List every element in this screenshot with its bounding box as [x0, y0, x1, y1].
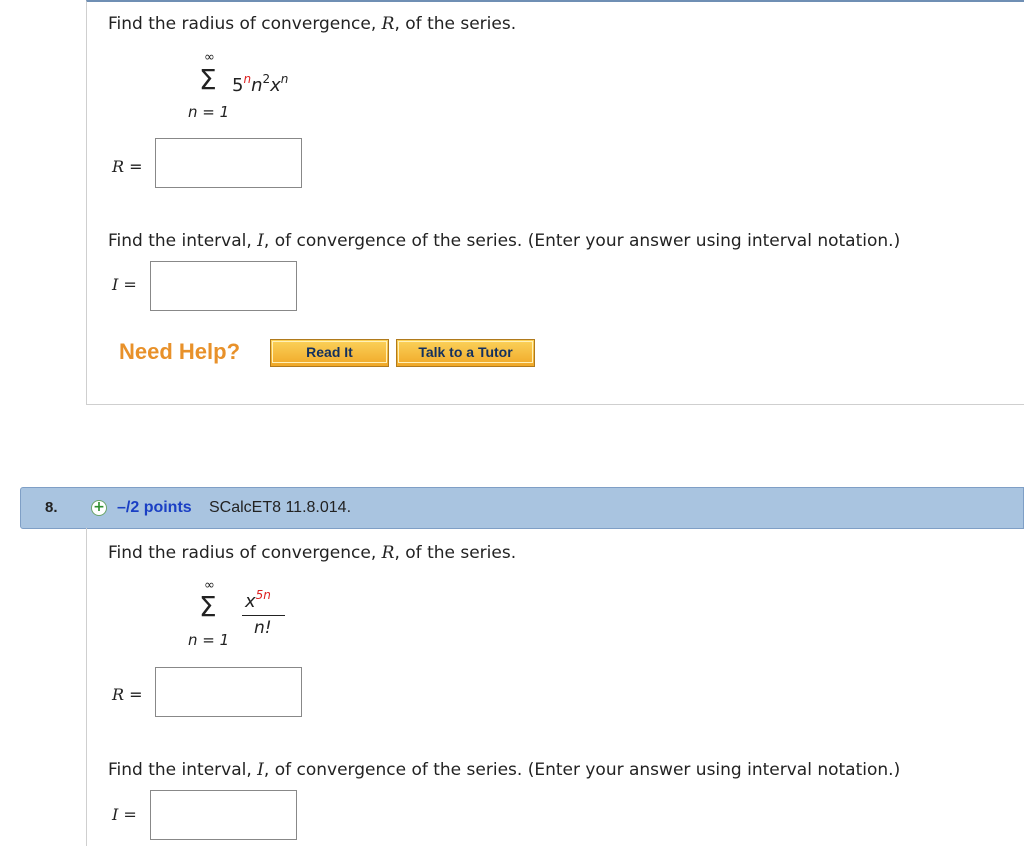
q7-term-exp3: n	[280, 72, 289, 86]
q8-interval-prompt	[108, 760, 900, 780]
expand-plus-icon[interactable]: +	[91, 500, 107, 516]
q7-series-term	[232, 72, 288, 96]
q8-interval-prompt-text: Find the interval, I, of convergence of the series. (Enter your answer using interval notation.)	[108, 760, 901, 780]
read-it-button[interactable]	[270, 339, 389, 367]
q8-interval-input[interactable]	[150, 790, 297, 840]
q8-r-label	[112, 685, 143, 704]
q7-interval-prompt-text: Find the interval, I, of convergence of the series. (Enter your answer using interval notation.)	[108, 231, 901, 251]
q7-series	[185, 48, 345, 128]
q7-radius-prompt-text: Find the radius of convergence, R, of the series.	[108, 14, 517, 34]
question-8-header	[20, 487, 1024, 529]
q7-radius-prompt	[108, 14, 516, 34]
talk-to-tutor-button[interactable]	[396, 339, 535, 367]
need-help-label: Need Help?	[119, 339, 241, 364]
q7-r-label-text: R =	[112, 157, 143, 176]
question-reference: SCalcET8 11.8.014.	[209, 499, 352, 516]
q8-denominator: n!	[254, 618, 272, 638]
read-it-label: Read It	[272, 341, 387, 363]
q7-i-label	[112, 275, 137, 294]
talk-to-tutor-label: Talk to a Tutor	[398, 341, 533, 363]
q8-i-label-text: I =	[112, 805, 137, 824]
q8-r-label-text: R =	[112, 685, 143, 704]
q7-i-label-text: I =	[112, 275, 137, 294]
q7-term-var3: x	[270, 75, 281, 96]
q7-r-label	[112, 157, 143, 176]
question-number: 8.	[45, 499, 58, 516]
q7-sum-lower: n = 1	[188, 103, 230, 121]
q7-interval-input[interactable]	[150, 261, 297, 311]
q8-sum-lower: n = 1	[188, 631, 230, 649]
q8-num-exp: 5n	[255, 588, 271, 602]
q7-term-exp1: n	[243, 72, 252, 86]
q7-term-base: 5	[232, 75, 244, 96]
q7-radius-input[interactable]	[155, 138, 302, 188]
q7-term-var2: n	[251, 75, 263, 96]
q8-numerator	[245, 588, 271, 612]
q8-sum-symbol: Σ	[199, 590, 217, 623]
q8-num-var: x	[245, 591, 256, 612]
q8-radius-prompt-text: Find the radius of convergence, R, of the series.	[108, 543, 517, 563]
q7-sum-upper: ∞	[204, 50, 215, 65]
q8-radius-prompt	[108, 543, 516, 563]
q7-sum-symbol: Σ	[199, 63, 217, 96]
q8-i-label	[112, 805, 137, 824]
q7-term-exp2: 2	[262, 72, 271, 86]
points-label: –/2 points	[117, 499, 192, 516]
q8-sum-upper: ∞	[204, 578, 215, 593]
q8-fraction-bar	[242, 615, 285, 616]
q8-radius-input[interactable]	[155, 667, 302, 717]
q8-series	[185, 578, 345, 658]
q7-interval-prompt	[108, 231, 900, 251]
